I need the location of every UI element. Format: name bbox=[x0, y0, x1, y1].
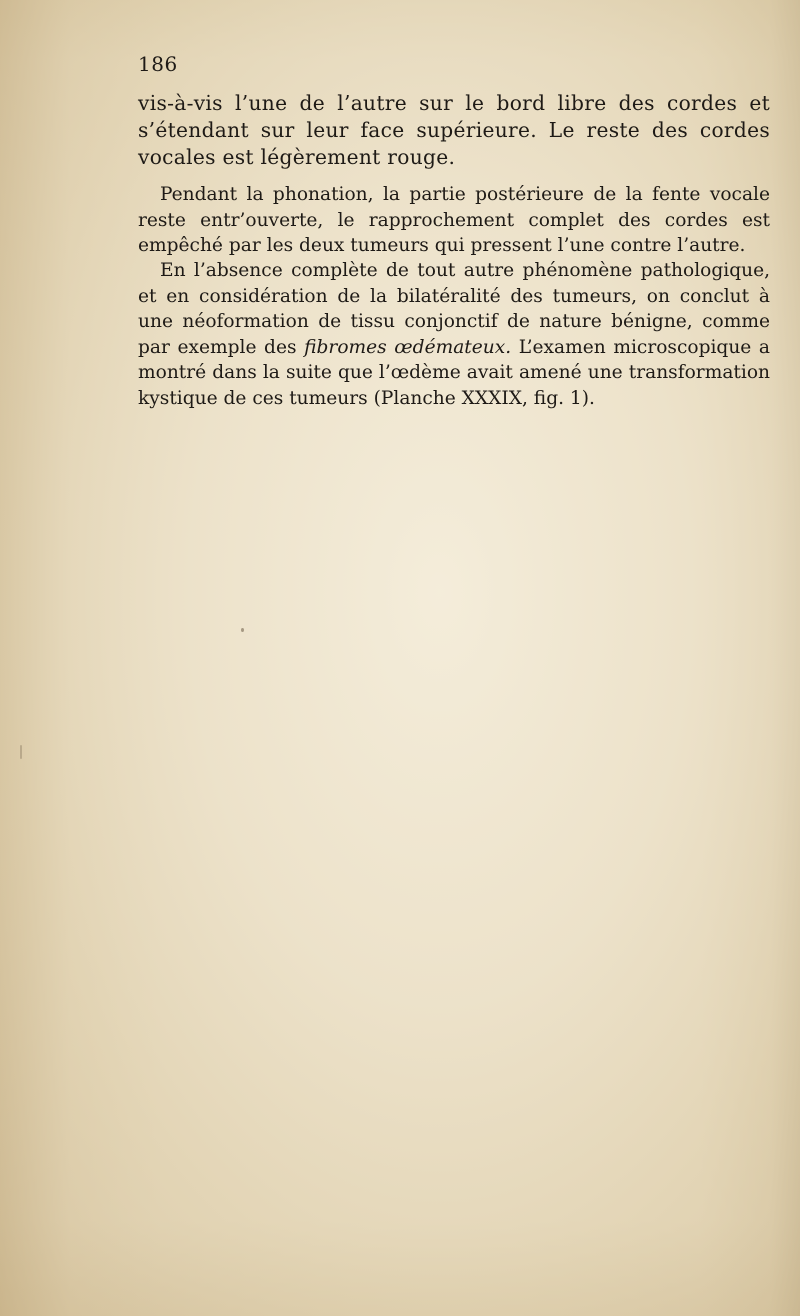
paragraph-3-emphasis: fibromes œdémateux. bbox=[304, 336, 512, 358]
paragraph-3-text-before: En l’absence complète de tout autre phénomène pathologique, et en considération de la bilatéralité des tumeurs, on conclut à une néoformation de tissu conjonctif de nature bénigne, comme par exemple des bbox=[138, 260, 770, 358]
paper-speck bbox=[20, 745, 22, 759]
paragraph-3-text-after: L’examen microscopique a montré dans la suite que l’œdème avait amené une transformation kystique de ces tumeurs (Planche XXXIX, fig. 1). bbox=[138, 336, 770, 409]
page-number: 186 bbox=[138, 52, 178, 76]
paper-speck bbox=[241, 628, 244, 632]
paragraph-1: vis-à-vis l’une de l’autre sur le bord libre des cordes et s’étendant sur leur face supérieure. Le reste des cordes vocales est légèrement rouge. bbox=[138, 91, 770, 169]
paragraph-2: Pendant la phonation, la partie postérieure de la fente vocale reste entr’ouverte, le rapprochement complet des cordes est empêché par les deux tumeurs qui pressent l’une contre l’autre. bbox=[138, 184, 770, 256]
paragraph-3 bbox=[138, 258, 770, 411]
